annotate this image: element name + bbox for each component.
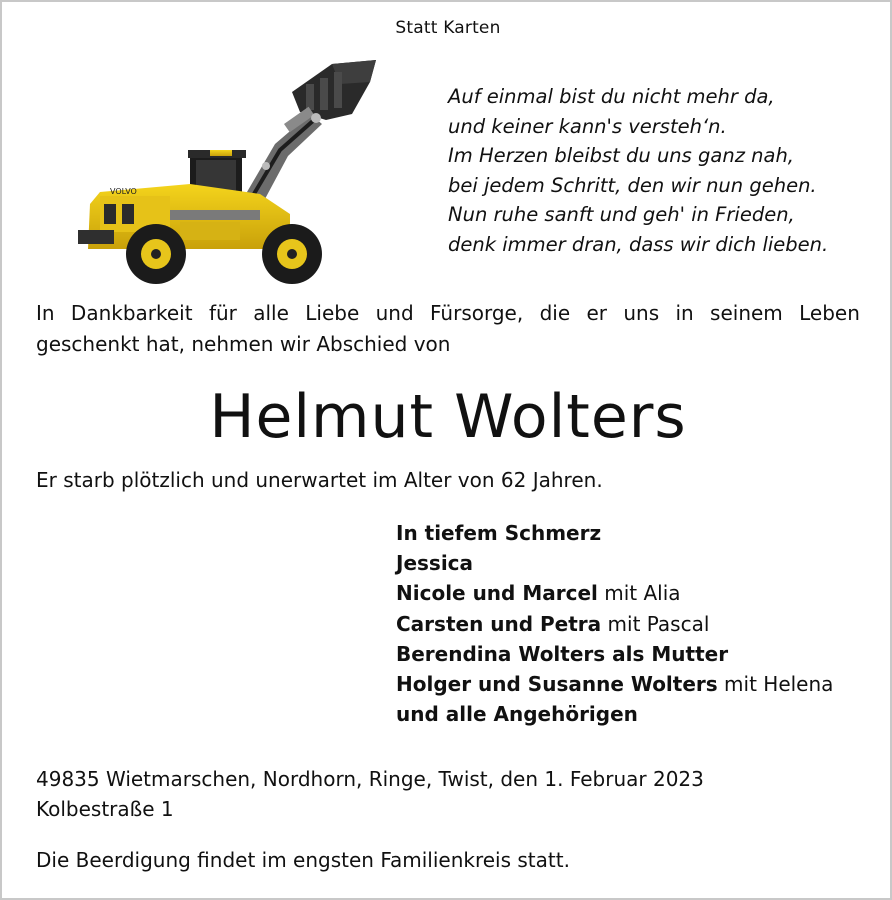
intro-word: in (675, 301, 694, 325)
mourner-suffix: mit Pascal (601, 611, 710, 636)
intro-paragraph (36, 298, 860, 360)
mourner-line (396, 639, 886, 669)
intro-word: und (375, 301, 414, 325)
place-date: 49835 Wietmarschen, Nordhorn, Ringe, Twist, den 1. Februar 2023 (36, 767, 704, 791)
mourner-line (396, 578, 886, 608)
mourner-name: Nicole und Marcel (396, 581, 598, 606)
funeral-note: Die Beerdigung findet im engsten Familienkreis statt. (36, 848, 570, 872)
loader-body (78, 184, 290, 249)
deceased-name: Helmut Wolters (209, 382, 687, 452)
svg-text:VOLVO: VOLVO (110, 187, 137, 196)
poem-line: Im Herzen bleibst du uns ganz nah, (448, 144, 795, 167)
mourner-name: und alle Angehörigen (396, 702, 638, 727)
intro-word: die (539, 301, 571, 325)
mourner-suffix: mit Helena (717, 672, 834, 697)
death-notice: Er starb plötzlich und unerwartet im Alter von 62 Jahren. (36, 468, 603, 492)
loader-wheel-front (262, 224, 322, 284)
mourner-name: Carsten und Petra (396, 611, 602, 636)
intro-word: alle (253, 301, 289, 325)
intro-word: Dankbarkeit (70, 301, 193, 325)
poem-line: denk immer dran, dass wir dich lieben. (448, 232, 829, 256)
poem-line: bei jedem Schritt, den wir nun gehen. (448, 173, 817, 197)
loader-wheel-rear (126, 224, 186, 284)
mourner-line (396, 669, 886, 699)
mourner-name: Berendina Wolters als Mutter (396, 641, 729, 666)
intro-line-2: geschenkt hat, nehmen wir Abschied von (36, 332, 451, 356)
mourners-list (396, 518, 886, 729)
mourner-name: In tiefem Schmerz (396, 521, 602, 545)
poem-line: Nun ruhe sanft und geh' in Frieden, (448, 203, 795, 226)
mourner-name: Holger und Susanne Wolters (396, 672, 718, 697)
intro-word: für (208, 301, 237, 325)
header-text: Statt Karten (395, 18, 501, 38)
intro-word: Liebe (305, 301, 360, 325)
mourner-line (396, 518, 886, 548)
intro-word: In (36, 301, 55, 325)
mourner-name: Jessica (396, 551, 474, 576)
wheel-loader-image (70, 54, 390, 286)
mourner-line (396, 609, 886, 639)
intro-word: uns (623, 301, 660, 325)
poem-line: Auf einmal bist du nicht mehr da, (448, 85, 775, 108)
intro-word: Fürsorge, (430, 301, 524, 325)
mourner-suffix: mit Alia (597, 581, 681, 606)
address: Kolbestraße 1 (36, 797, 174, 821)
intro-word: er (586, 301, 607, 325)
intro-line-1 (36, 298, 860, 329)
place-and-address (36, 764, 856, 824)
poem-line: und keiner kann's versteh‘n. (448, 114, 727, 138)
mourner-line (396, 699, 886, 729)
poem (448, 82, 868, 259)
intro-word: Leben (799, 301, 860, 325)
mourner-line (396, 548, 886, 578)
intro-word: seinem (710, 301, 783, 325)
